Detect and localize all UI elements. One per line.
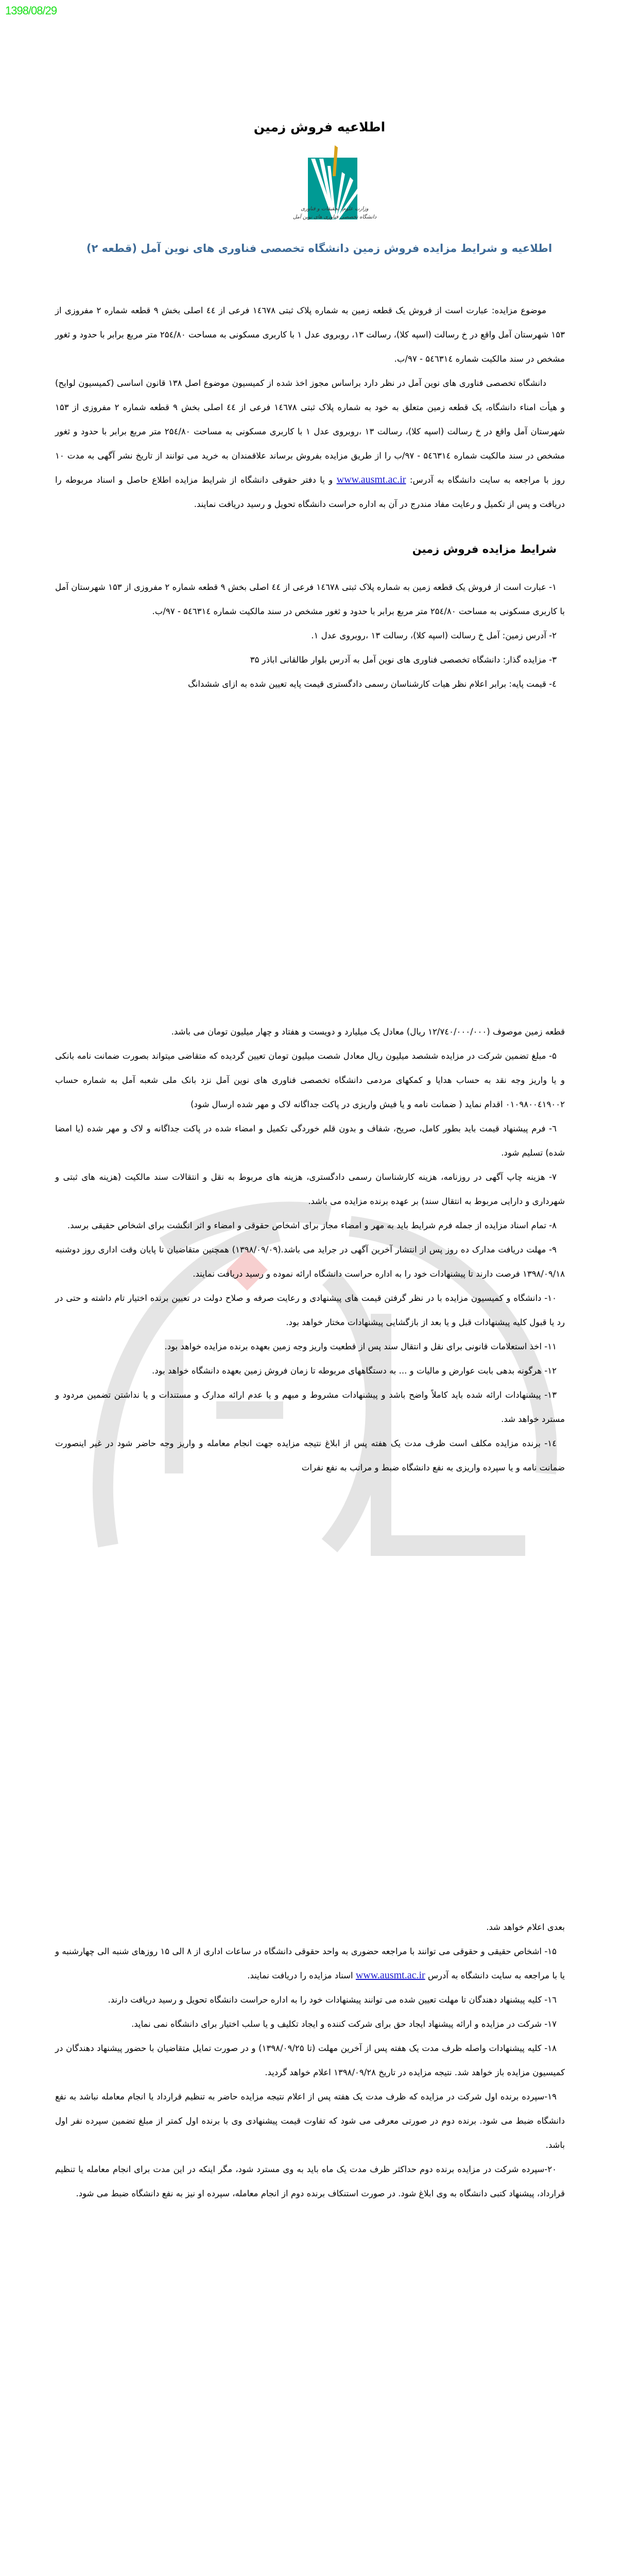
condition-item-13: ۱۳- پیشنهادات ارائه شده باید کاملاً واضح باشد و پیشنهادات مشروط و مبهم و یا عدم ارائه مدارک و مستندات و یا نداشتن تضمین مردود و مسترد خواهد شد.: [55, 1390, 565, 1424]
condition-item-5: ۵- مبلغ تضمین شرکت در مزایده ششصد میلیون ریال معادل شصت میلیون تومان تعیین گردیده که متقاضی میتواند بصورت ضمانت نامه بانکی و یا واریز وجه نقد به حساب هدایا و کمکهای مردمی دانشگاه تخصصی فناوری های نوین آمل نزد بانک ملی شعبه آمل به شماره حساب ۰۱۰۹۸۰۰٤۱۹۰۰۲ اقدام نماید ( ضمانت نامه و یا فیش واریزی در پاکت جداگانه لاک و مهر شده ارسال شود): [55, 1051, 565, 1109]
publish-date: 1398/08/29: [5, 4, 57, 17]
item-15-text-after-link: اسناد مزایده را دریافت نمایند.: [247, 1971, 356, 1980]
announcement-subtitle: اطلاعیه و شرایط مزایده فروش زمین دانشگاه تخصصی فناوری های نوین آمل (قطعه ۲): [86, 242, 552, 255]
condition-item-12: ۱۲- هرگونه بدهی بابت عوارض و مالیات و ... به دستگاههای مربوطه تا زمان فروش زمین بعهده دانشگاه خواهد بود.: [152, 1366, 557, 1376]
logo-caption: [278, 205, 391, 222]
condition-item-20: ۲۰-سپرده شرکت در مزایده برنده دوم حداکثر ظرف مدت یک ماه باید به وی مسترد شود، مگر اینکه در این مدت برای انجام معامله یا تنظیم قرارداد، پیشنهاد کتبی دانشگاه به وی ابلاغ شود. در صورت استنکاف برنده دوم از انجام معامله، سپرده او نیز به نفع دانشگاه ضبط می شود.: [55, 2164, 565, 2198]
intro-text-after-link: و یا دفتر حقوقی دانشگاه از شرایط مزایده اطلاع حاصل و اسناد مربوطه را دریافت و پس از تکمیل و رعایت مفاد مندرج در آن به اداره حراست دانشگاه تحویل و رسید دریافت نمایند.: [55, 475, 565, 509]
page-2-body: [55, 1020, 565, 1480]
condition-item-2: ۲- آدرس زمین: آمل خ رسالت (اسپه کلا)، رسالت ۱۳ ،روبروی عدل ۱.: [311, 631, 557, 640]
condition-item-6: ٦- فرم پیشنهاد قیمت باید بطور کامل، صریح، شفاف و بدون قلم خوردگی تکمیل و امضاء شده در پاکت جداگانه و لاک و مهر شده (یا امضا شده) تسلیم شود.: [55, 1124, 565, 1158]
intro-paragraph: [55, 371, 565, 516]
condition-item-16: ۱٦- کلیه پیشنهاد دهندگان تا مهلت تعیین شده می توانند پیشنهادات خود را به اداره حراست دانشگاه تحویل و رسید دریافت دارند.: [108, 1995, 557, 2005]
item-15-text-before-link: ۱۵- اشخاص حقیقی و حقوقی می توانند با مراجعه حضوری به واحد حقوقی دانشگاه در ساعات اداری از ۸ الی ۱۵ روزهای شنبه الی چهارشنبه و یا با مراجعه به سایت دانشگاه به آدرس: [55, 1946, 565, 1980]
condition-item-8: ۸- تمام اسناد مزایده از جمله فرم شرایط باید به مهر و امضاء مجاز برای اشخاص حقوقی و امضاء و اثر انگشت برای اشخاص حقیقی برسد.: [67, 1221, 557, 1230]
condition-item-9: ۹- مهلت دریافت مدارک ده روز پس از انتشار آخرین آگهی در جراید می باشد.(۱۳۹۸/۰۹/۰۹) همچنین متقاضیان تا پایان وقت اداری روز دوشنبه ۱۳۹۸/۰۹/۱۸ فرصت دارند تا پیشنهادات خود را به اداره حراست دانشگاه ارائه نموده و رسید دریافت نمایند.: [55, 1245, 565, 1279]
logo-ministry-text: وزارت علوم، تحقیقات و فناوری: [301, 206, 369, 212]
condition-item-14-continued: بعدی اعلام خواهد شد.: [486, 1922, 565, 1932]
condition-item-4: ٤- قیمت پایه: برابر اعلام نظر هیات کارشناسان رسمی دادگستری قیمت پایه تعیین شده به ازای ششدانگ: [187, 679, 557, 689]
conditions-heading: شرایط مزایده فروش زمین: [412, 543, 557, 555]
condition-item-1: ۱- عبارت است از فروش یک قطعه زمین به شماره پلاک ثبتی ۱٤٦۷۸ فرعی از ٤٤ اصلی بخش ۹ قطعه شماره ۲ مفروزی از ۱۵۳ شهرستان آمل با کاربری مسکونی به مساحت ۲۵٤/۸۰ متر مربع برابر با حدود و ثغور مشخص در سند مالکیت شماره ۵٤٦۳۱٤ - ۹۷/ب.: [55, 582, 565, 616]
page-1-body: [55, 298, 565, 696]
condition-item-17: ۱۷- شرکت در مزایده و ارائه پیشنهاد ایجاد حق برای شرکت کننده و ایجاد تکلیف و یا سلب اختیار برای دانشگاه نمی نماید.: [131, 2019, 557, 2029]
condition-item-7: ۷- هزینه چاپ آگهی در روزنامه، هزینه کارشناسان رسمی دادگستری، هزینه های مربوط به نقل و انتقالات سند مالکیت (هزینه های ثبتی و شهرداری و دارایی مربوط به انتقال سند) بر عهده برنده مزایده می باشد.: [55, 1172, 565, 1206]
subject-paragraph: موضوع مزایده: عبارت است از فروش یک قطعه زمین به شماره پلاک ثبتی ۱٤٦۷۸ فرعی از ٤٤ اصلی بخش ۹ قطعه شماره ۲ مفروزی از ۱۵۳ شهرستان آمل واقع در خ رسالت (اسپه کلا)، رسالت ۱۳، روبروی عدل ۱ با کاربری مسکونی به مساحت ۲۵٤/۸۰ متر مربع برابر با حدود و ثغور مشخص در سند مالکیت شماره ۵٤٦۳۱٤ - ۹۷/ب.: [55, 306, 565, 364]
university-website-link-2[interactable]: www.ausmt.ac.ir: [355, 1970, 425, 1981]
condition-item-10: ۱۰- دانشگاه و کمیسیون مزایده با در نظر گرفتن قیمت های پیشنهادی و رعایت صرفه و صلاح دولت در تعیین برنده اختیار تام داشته و حتی در رد یا قبول کلیه پیشنهادات قبل و یا بعد از بازگشایی پیشنهادات مختار خواهد بود.: [55, 1293, 565, 1327]
condition-item-14: ۱٤- برنده مزایده مکلف است ظرف مدت یک هفته پس از ابلاغ نتیجه مزایده جهت انجام معامله و واریز وجه حاضر شود در غیر اینصورت ضمانت نامه و یا سپرده واریزی به نفع دانشگاه ضبط و مراتب به نفع نفرات: [55, 1438, 565, 1472]
page-3-body: [55, 1915, 565, 2206]
university-website-link[interactable]: www.ausmt.ac.ir: [336, 474, 406, 485]
intro-text-before-link: دانشگاه تخصصی فناوری های نوین آمل در نظر دارد براساس مجوز اخذ شده از کمیسیون موضوع اصل ۱۳۸ قانون اساسی (کمیسیون لوایح) و هیأت امناء دانشگاه، یک قطعه زمین متعلق به خود به شماره پلاک ثبتی ۱٤٦۷۸ فرعی از ٤٤ اصلی بخش ۹ قطعه شماره ۲ مفروزی از ۱۵۳ شهرستان آمل واقع در خ رسالت (اسپه کلا)، رسالت ۱۳ ،روبروی عدل ۱ با کاربری مسکونی به مساحت ۲۵٤/۸۰ متر مربع برابر با حدود و ثغور مشخص در سند مالکیت شماره ۵٤٦۳۱٤ - ۹۷/ب را از طریق مزایده بفروش برساند علاقمندان به خرید می توانند از تاریخ نشر آگهی به مدت ۱۰ روز با مراجعه به سایت دانشگاه به آدرس:: [55, 378, 565, 485]
logo-university-text: دانشگاه تخصصی فناوری های نوین آمل: [292, 214, 377, 220]
page-title: اطلاعیه فروش زمین: [253, 120, 386, 134]
condition-item-3: ۳- مزایده گذار: دانشگاه تخصصی فناوری های نوین آمل به آدرس بلوار طالقانی اباذر ۳۵: [250, 655, 557, 665]
condition-item-4-continued: قطعه زمین موصوف (۱۲/۷٤۰/۰۰۰/۰۰۰ ریال) معادل یک میلیارد و دویست و هفتاد و چهار میلیون تومان می باشد.: [171, 1027, 565, 1037]
condition-item-11: ۱۱- اخذ استعلامات قانونی برای نقل و انتقال سند پس از قطعیت واریز وجه زمین بعهده برنده مزایده خواهد بود.: [164, 1342, 557, 1351]
condition-item-19: ۱۹-سپرده برنده اول شرکت در مزایده که ظرف مدت یک هفته پس از اعلام نتیجه مزایده حاضر به تنظیم قرارداد یا انجام معامله نباشد به نفع دانشگاه ضبط می شود. برنده دوم در صورتی معرفی می شود که تفاوت قیمت پیشنهادی وی با برنده اول کمتر از مبلغ تضمین سپرده نفر اول باشد.: [55, 2092, 565, 2150]
condition-item-15: [55, 1939, 565, 1988]
condition-item-18: ۱۸- کلیه پیشنهادات واصله ظرف مدت یک هفته پس از آخرین مهلت (تا ۱۳۹۸/۰۹/۲۵) و در صورت تمایل متقاضیان با حضور پیشنهاد دهندگان در کمیسیون مزایده باز خواهد شد. نتیجه مزایده در تاریخ ۱۳۹۸/۰۹/۲۸ اعلام خواهد گردید.: [55, 2043, 565, 2077]
